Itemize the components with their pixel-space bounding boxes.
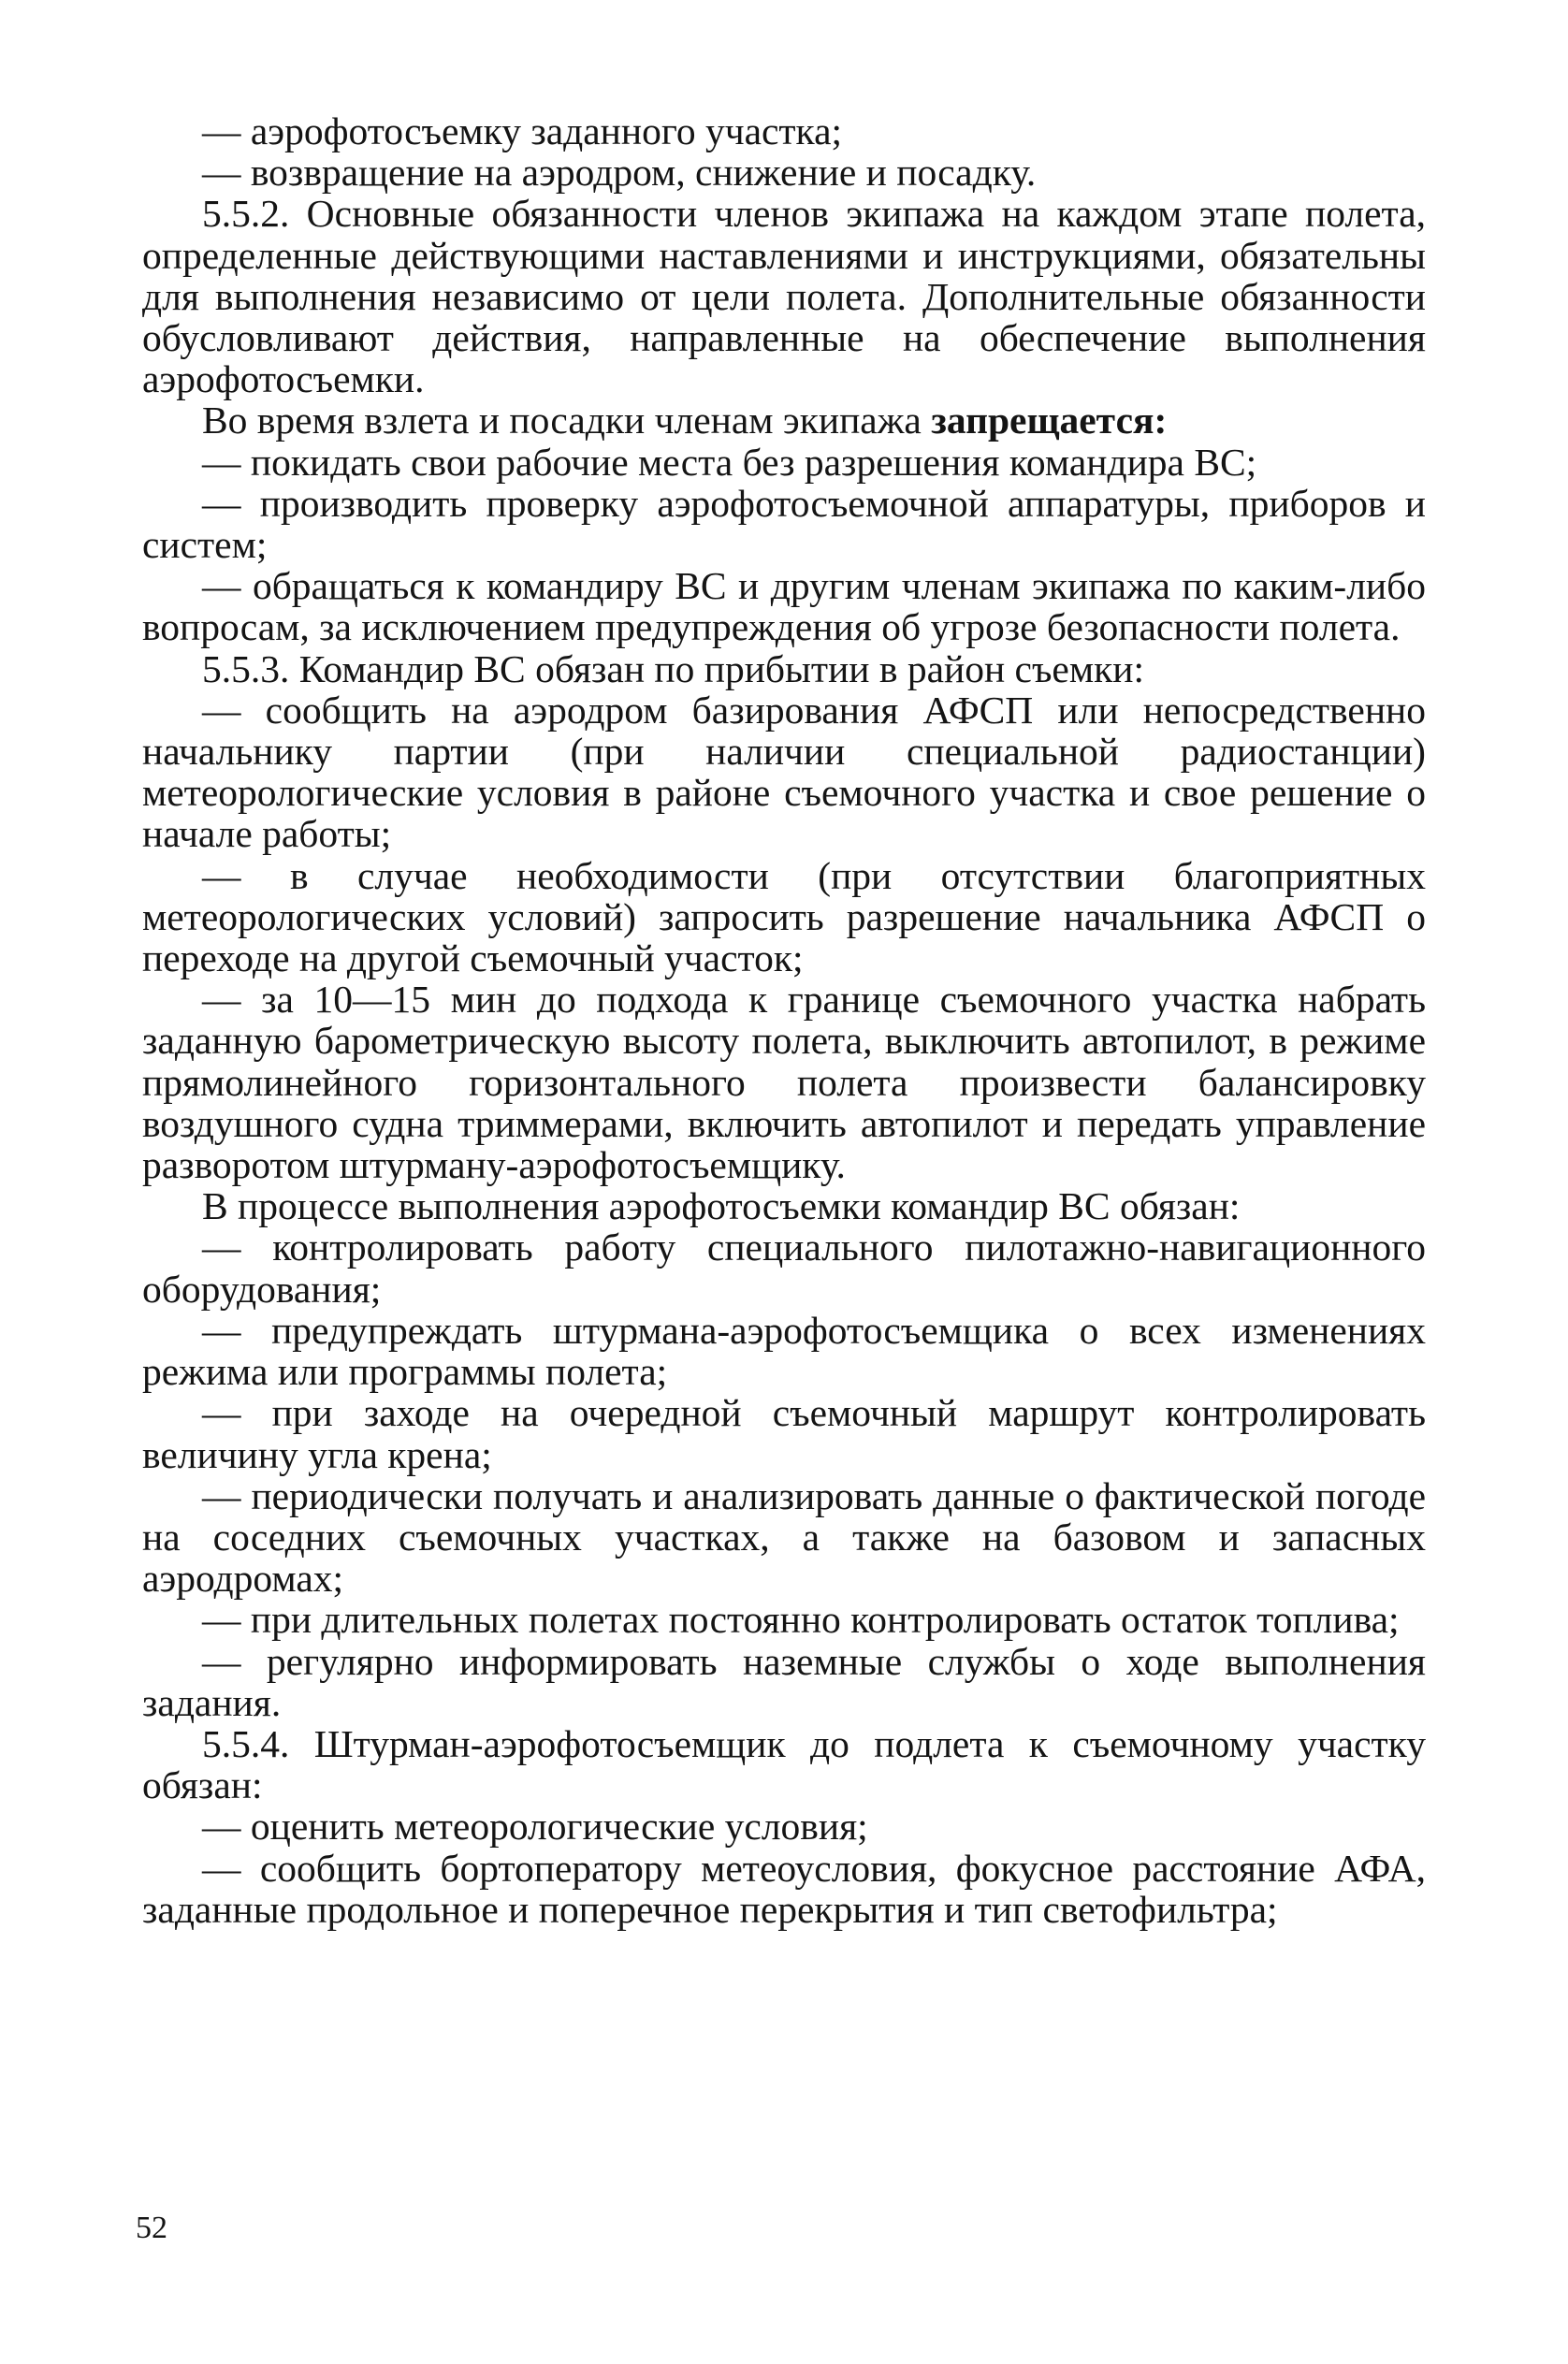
page-number: 52 (136, 2211, 167, 2245)
paragraph-commander-duties: В процессе выполнения аэрофотосъемки командир ВС обязан: (202, 1184, 1241, 1228)
list-item: — в случае необходимости (при отсутствии благоприятных метеорологических условий) запросить разрешение начальника АФСП о переходе на другой съемочный участок; (142, 853, 1426, 980)
list-item: — производить проверку аэрофотосъемочной аппаратуры, приборов и систем; (142, 481, 1426, 567)
list-item: — аэрофотосъемку заданного участка; (202, 109, 843, 152)
list-item: — при длительных полетах постоянно контролировать остаток топлива; (202, 1598, 1400, 1642)
list-item: — предупреждать штурмана-аэрофотосъемщика о всех изменениях режима или программы полета; (142, 1308, 1426, 1394)
body-text (142, 110, 1426, 1930)
paragraph-5-5-4: 5.5.4. Штурман-аэрофотосъемщик до подлета к съемочному участку обязан: (142, 1721, 1426, 1807)
list-item: — контролировать работу специального пилотажно-навигационного оборудования; (142, 1226, 1426, 1311)
list-item: — регулярно информировать наземные службы о ходе выполнения задания. (142, 1639, 1426, 1724)
list-item: — покидать свои рабочие места без разрешения командира ВС; (202, 440, 1257, 484)
paragraph-5-5-2: 5.5.2. Основные обязанности членов экипажа на каждом этапе полета, определенные действующими наставлениями и инструкциями, обязательны для выполнения независимо от цели полета. Дополнительные обязанности обусловливают действия, направленные на обеспечение выполнения аэрофотосъемки. (142, 192, 1426, 401)
list-item: — обращаться к командиру ВС и другим членам экипажа по каким-либо вопросам, за исключением предупреждения об угрозе безопасности полета. (142, 564, 1426, 649)
paragraph-takeoff-landing (142, 399, 1426, 441)
list-item: — возвращение на аэродром, снижение и посадку. (202, 151, 1037, 195)
list-item: — периодически получать и анализировать данные о фактической погоде на соседних съемочных участках, а также на базовом и запасных аэродромах; (142, 1473, 1426, 1601)
emphasis-forbidden: запрещается: (931, 399, 1168, 442)
paragraph-5-5-3: 5.5.3. Командир ВС обязан по прибытии в район съемки: (202, 646, 1145, 690)
list-item: — при заходе на очередной съемочный маршрут контролировать величину угла крена; (142, 1391, 1426, 1476)
list-item: — сообщить бортоператору метеоусловия, фокусное расстояние АФА, заданные продольное и поперечное перекрытия и тип светофильтра; (142, 1846, 1426, 1931)
paragraph-text: Во время взлета и посадки членам экипажа (202, 399, 932, 442)
list-item: — сообщить на аэродром базирования АФСП или непосредственно начальнику партии (при наличии специальной радиостанции) метеорологические условия в районе съемочного участка и свое решение о начале работы; (142, 688, 1426, 856)
list-item: — за 10—15 мин до подхода к границе съемочного участка набрать заданную барометрическую высоту полета, выключить автопилот, в режиме прямолинейного горизонтального полета произвести балансировку воздушного судна триммерами, включить автопилот и передать управление разворотом штурману-аэрофотосъемщику. (142, 978, 1426, 1187)
list-item: — оценить метеорологические условия; (202, 1805, 868, 1849)
